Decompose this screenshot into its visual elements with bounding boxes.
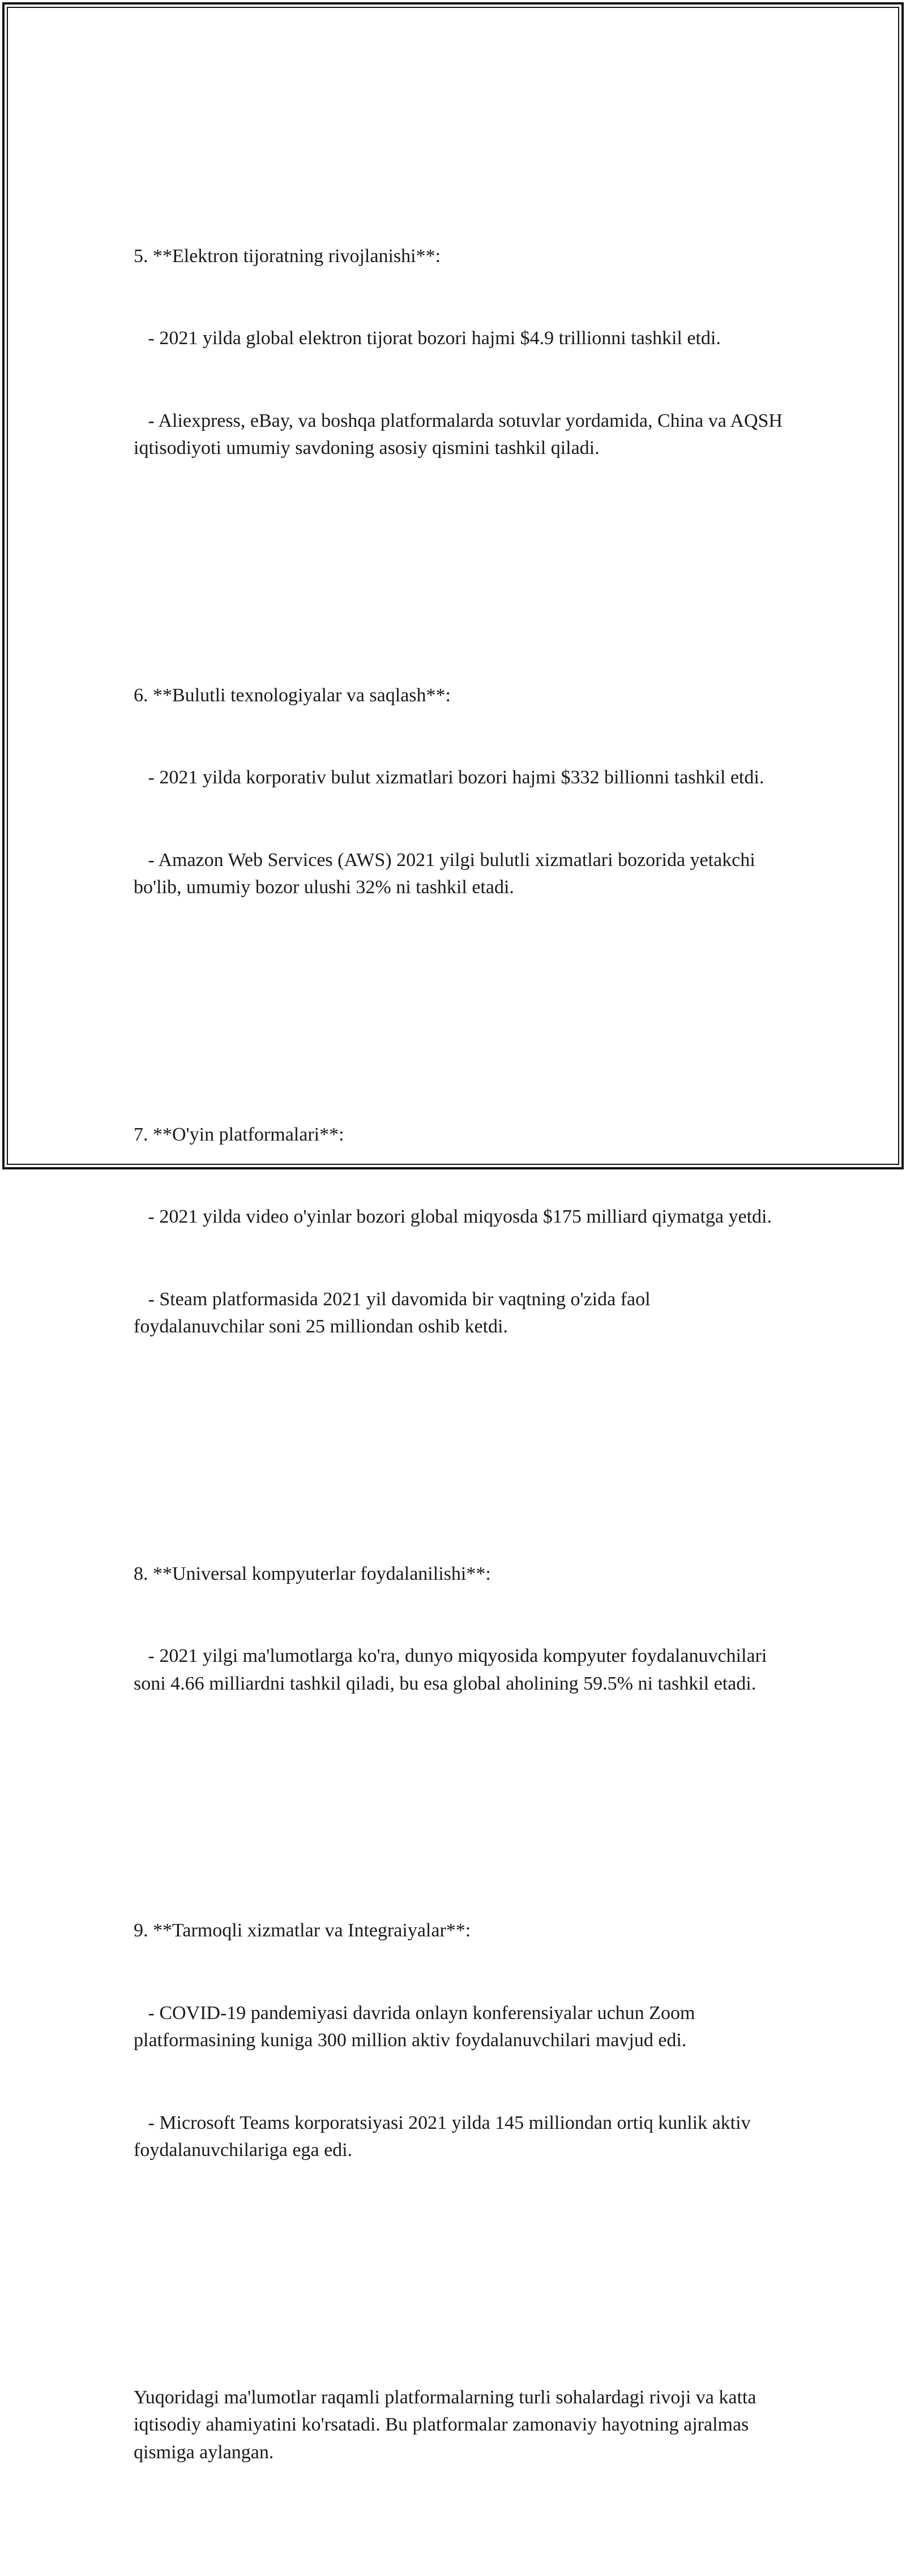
section-heading: 7. **O'yin platformalari**: — [134, 1124, 344, 1145]
section-5-ecommerce — [134, 188, 788, 517]
section-heading: 9. **Tarmoqli xizmatlar va Integraiyalar**: — [134, 1920, 471, 1941]
bullet-item: - COVID-19 pandemiyasi davrida onlayn konferensiyalar uchun Zoom platformasining kuniga 300 million aktiv foydalanuvchilari mavjud edi. — [134, 2002, 700, 2051]
conclusion-text: Yuqoridagi ma'lumotlar raqamli platformalarning turli sohalardagi rivoji va katta iqtisodiy ahamiyatini ko'rsatadi. Bu platformalar zamonaviy hayotning ajralmas qismiga aylangan. — [134, 2386, 761, 2463]
bullet-item: - Microsoft Teams korporatsiyasi 2021 yilda 145 milliondan ortiq kunlik aktiv foydalanuvchilariga ega edi. — [134, 2112, 756, 2161]
bullet-item: - Aliexpress, eBay, va boshqa platformalarda sotuvlar yordamida, China va AQSH iqtisodiyoti umumiy savdoning asosiy qismini tashkil qiladi. — [134, 410, 788, 458]
bullet-item: - Amazon Web Services (AWS) 2021 yilgi bulutli xizmatlari bozorida yetakchi bo'lib, umumiy bozor ulushi 32% ni tashkil etadi. — [134, 849, 760, 898]
bullet-item: - 2021 yilda korporativ bulut xizmatlari bozori hajmi $332 billionni tashkil etdi. — [134, 767, 764, 788]
bullet-item: - Steam platformasida 2021 yil davomida bir vaqtning o'zida faol foydalanuvchilar soni 25 milliondan oshib ketdi. — [134, 1288, 656, 1337]
section-6-cloud — [134, 627, 785, 957]
section-7-gaming — [134, 1066, 785, 1396]
section-heading: 6. **Bulutli texnologiyalar va saqlash**: — [134, 684, 451, 706]
conclusion-paragraph — [134, 2329, 785, 2522]
section-heading: 5. **Elektron tijoratning rivojlanishi**: — [134, 245, 441, 267]
section-9-network — [134, 1862, 785, 2219]
section-8-computers — [134, 1506, 785, 1753]
document-body — [134, 105, 788, 2576]
bullet-item: - 2021 yilda global elektron tijorat bozori hajmi $4.9 trillionni tashkil etdi. — [134, 328, 721, 349]
bullet-item: - 2021 yilgi ma'lumotlarga ko'ra, dunyo miqyosida kompyuter foydalanuvchilari soni 4.66 milliardni tashkil qiladi, bu esa global aholining 59.5% ni tashkil etadi. — [134, 1645, 772, 1694]
bullet-item: - 2021 yilda video o'yinlar bozori global miqyosda $175 milliard qiymatga yetdi. — [134, 1206, 772, 1227]
section-heading: 8. **Universal kompyuterlar foydalanilishi**: — [134, 1563, 491, 1584]
